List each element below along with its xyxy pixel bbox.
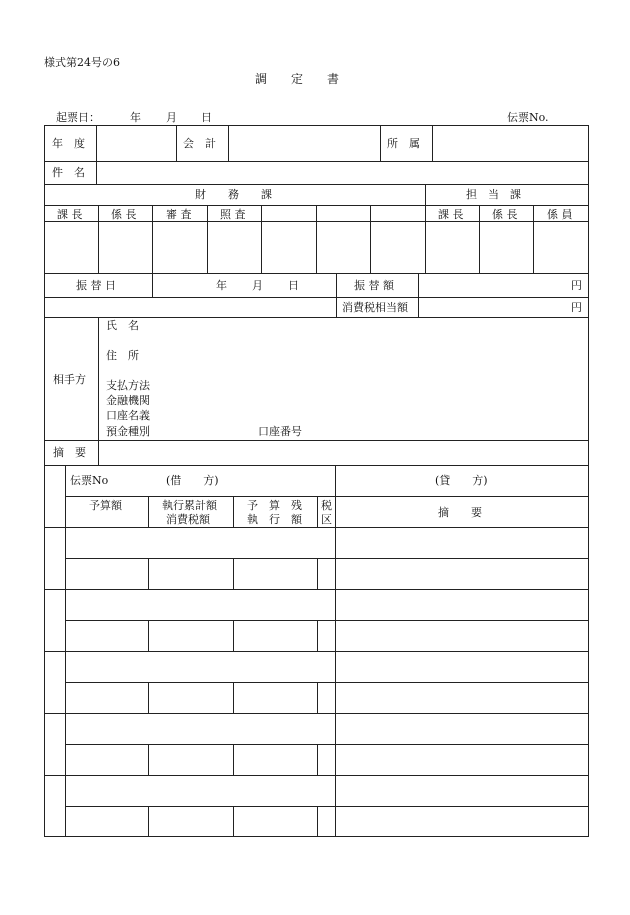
address-label: 住 所 xyxy=(106,349,139,362)
transfer-day: 日 xyxy=(288,279,299,292)
tax-amount-label: 消費税相当額 xyxy=(342,301,408,314)
responsible-dept-label: 担 当 課 xyxy=(466,188,521,201)
transfer-amount-label: 振 替 額 xyxy=(354,279,394,292)
yen-unit: 円 xyxy=(571,279,582,292)
credit-label: (貸 方) xyxy=(435,474,488,487)
fiscal-year-label: 年 度 xyxy=(52,137,85,150)
affiliation-field[interactable] xyxy=(433,126,588,160)
transfer-date-label: 振 替 日 xyxy=(76,279,116,292)
issue-year: 年 xyxy=(130,111,141,124)
subject-label: 件 名 xyxy=(52,166,85,179)
voucher-no-label: 伝票No. xyxy=(507,111,549,124)
consumption-tax-header: 消費税額 xyxy=(166,513,210,526)
issue-day: 日 xyxy=(201,111,212,124)
approval-header: 係 長 xyxy=(111,208,137,221)
accounting-field[interactable] xyxy=(229,126,379,160)
yen-unit: 円 xyxy=(571,301,582,314)
summary-field[interactable] xyxy=(99,441,588,464)
deposit-type-label: 預金種別 xyxy=(106,425,150,438)
executed-total-header: 執行累計額 xyxy=(162,499,217,512)
account-number-label: 口座番号 xyxy=(258,425,302,438)
fiscal-year-field[interactable] xyxy=(97,126,175,160)
issue-date-label: 起票日： xyxy=(56,111,100,124)
payment-method-label: 支払方法 xyxy=(106,379,150,392)
tax-amount-field[interactable] xyxy=(419,298,569,316)
budget-remain-header: 予 算 残 xyxy=(247,499,302,512)
issue-month: 月 xyxy=(166,111,177,124)
bank-label: 金融機関 xyxy=(106,394,150,407)
form-number: 様式第24号の6 xyxy=(44,56,120,69)
tax-category-header: 税 xyxy=(321,499,332,512)
budget-header: 予算額 xyxy=(89,499,122,512)
approval-header: 係 長 xyxy=(492,208,518,221)
transfer-year: 年 xyxy=(216,279,227,292)
affiliation-label: 所 属 xyxy=(387,137,420,150)
page-title: 調 定 書 xyxy=(255,72,340,86)
approval-header: 課 長 xyxy=(438,208,464,221)
approval-header: 照 査 xyxy=(220,208,246,221)
ledger-summary-header: 摘 要 xyxy=(438,506,482,519)
debit-label: (借 方) xyxy=(166,474,219,487)
summary-label: 摘 要 xyxy=(53,446,86,459)
tax-category-header: 区 xyxy=(321,513,332,526)
name-label: 氏 名 xyxy=(106,319,139,332)
approval-header: 審 査 xyxy=(166,208,192,221)
executed-amount-header: 執 行 額 xyxy=(247,513,302,526)
approval-header: 課 長 xyxy=(57,208,83,221)
approval-header: 係 員 xyxy=(547,208,573,221)
ledger-voucher-no: 伝票No xyxy=(70,474,109,487)
subject-field[interactable] xyxy=(97,162,588,183)
transfer-amount-field[interactable] xyxy=(419,274,569,296)
transfer-month: 月 xyxy=(252,279,263,292)
finance-dept-label: 財 務 課 xyxy=(195,188,272,201)
counterparty-label: 相手方 xyxy=(53,373,86,386)
accounting-label: 会 計 xyxy=(183,137,216,150)
account-name-label: 口座名義 xyxy=(106,409,150,422)
